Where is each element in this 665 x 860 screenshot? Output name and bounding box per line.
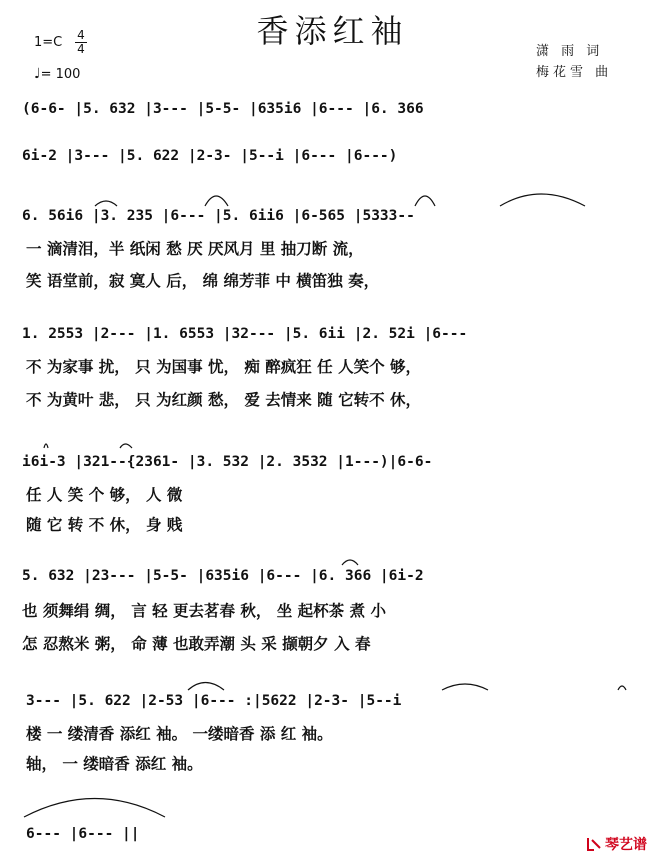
slur: [500, 194, 585, 206]
slur: [342, 560, 358, 565]
composer-credit: 梅花雪 曲: [536, 65, 613, 80]
score-row-5-lyrics-1: 任 人 笑 个 够， 人 微: [26, 485, 183, 504]
tempo-marking: [34, 66, 80, 82]
logo-text: 琴艺谱: [605, 837, 647, 853]
score-row-6-lyrics-1: 也 须舞绢 绸， 言 轻 更去茗春 秋， 坐 起杯茶 煮 小: [22, 601, 386, 620]
page-title: 香添红袖: [256, 12, 409, 50]
slur: [205, 196, 228, 206]
score-row-7-notes: 3--- |5. 622 |2-53 |6--- :|5622 |2-3- |5--i: [26, 693, 402, 709]
time-signature-top: 4: [77, 28, 85, 42]
score-row-8-notes: 6--- |6--- ||: [26, 826, 140, 842]
slur: [44, 444, 48, 448]
lyricist-credit: 潇 雨 词: [536, 44, 604, 59]
score-row-4-notes: 1. 2553 |2--- |1. 6553 |32--- |5. 6ii |2. 52i |6---: [22, 326, 468, 342]
slur: [188, 683, 224, 691]
slur: [120, 444, 132, 448]
slur: [618, 686, 626, 690]
key-signature: 1=C: [34, 35, 63, 50]
score-row-3-lyrics-1: 一 滴清泪，半 纸闲 愁 厌 厌风月 里 抽刀断 流，: [26, 239, 364, 258]
score-row-5-notes: i6i-3 |321--{2361- |3. 532 |2. 3532 |1---)|6-6-: [22, 454, 433, 470]
slur: [415, 196, 435, 206]
score-row-7-lyrics-1: 楼 一 缕清香 添红 袖。 一缕暗香 添 红 袖。: [26, 724, 333, 743]
time-signature: [75, 30, 87, 55]
site-logo: [586, 834, 647, 854]
score-row-6-lyrics-2: 怎 忍熬米 粥， 命 薄 也敢弄潮 头 采 撷朝夕 入 春: [22, 634, 371, 653]
logo-icon: [586, 836, 602, 852]
score-row-4-lyrics-2: 不 为黄叶 悲， 只 为红颜 愁， 爱 去情来 随 它转不 休，: [26, 390, 421, 409]
slur: [442, 684, 488, 690]
quarter-note-icon: ♩: [34, 66, 41, 82]
slur: [95, 201, 117, 206]
score-row-4-lyrics-1: 不 为家事 扰， 只 为国事 忧， 痴 醉疯狂 任 人笑个 够，: [26, 357, 421, 376]
time-signature-bottom: 4: [77, 42, 85, 56]
slur: [24, 799, 165, 818]
score-row-3-lyrics-2: 笑 语堂前，寂 寞人 后， 绵 绵芳菲 中 横笛独 奏，: [26, 271, 380, 290]
tempo-value: = 100: [40, 67, 81, 82]
score-row-7-lyrics-2: 轴， 一 缕暗香 添红 袖。: [26, 754, 203, 773]
score-row-1-notes: (6-6- |5. 632 |3--- |5-5- |635i6 |6--- |6. 366: [22, 101, 424, 117]
score-row-2-notes: 6i-2 |3--- |5. 622 |2-3- |5--i |6--- |6---): [22, 148, 398, 164]
score-row-5-lyrics-2: 随 它 转 不 休， 身 贱: [26, 515, 183, 534]
score-row-3-notes: 6. 56i6 |3. 235 |6--- |5. 6ii6 |6-565 |5333--: [22, 208, 415, 224]
score-row-6-notes: 5. 632 |23--- |5-5- |635i6 |6--- |6. 366 |6i-2: [22, 568, 424, 584]
